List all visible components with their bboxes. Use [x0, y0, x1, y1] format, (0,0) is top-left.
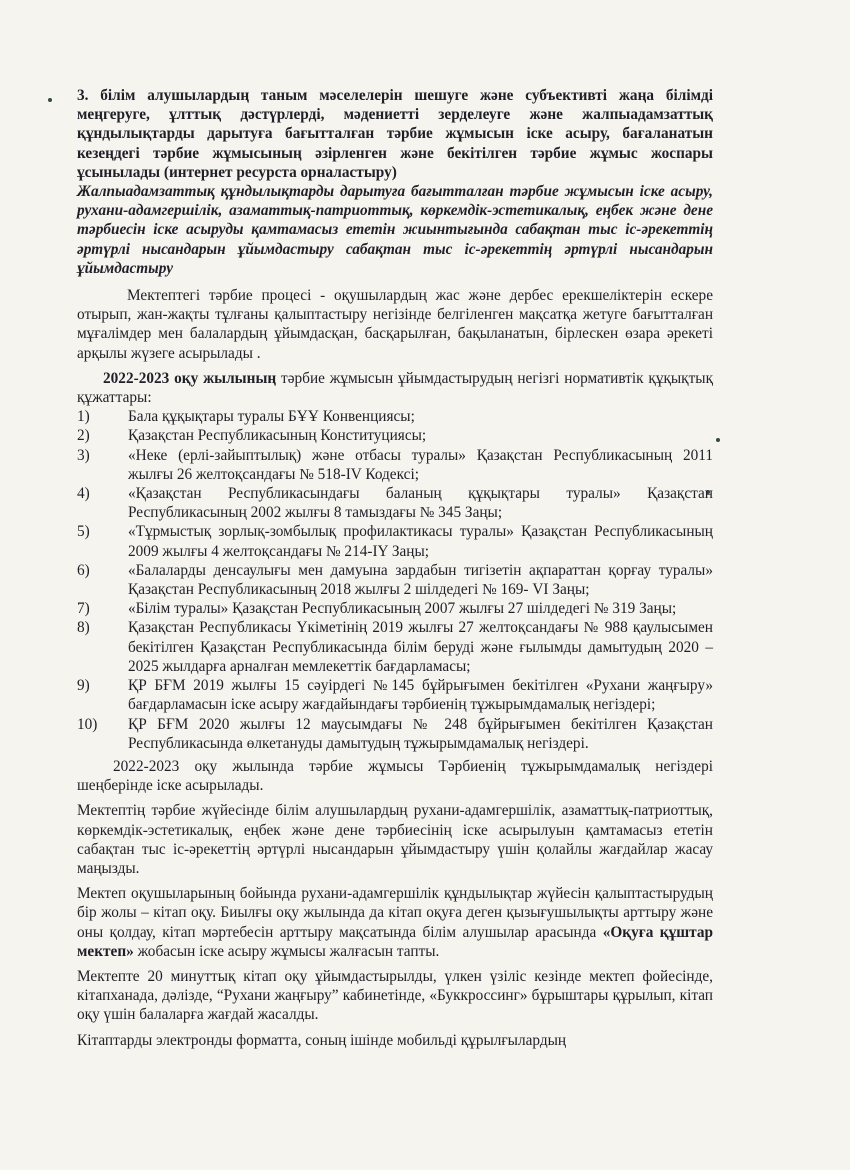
list-item-number: 4)	[77, 485, 90, 503]
section-heading: 3. білім алушылардың таным мәселелерін шешуге және субъективті жаңа білімді меңгеруге, ұлттық дәстүрлерді, мәдениетті зерделеуге және жалпыадамзаттық құндылықтарды дарытуға бағытталған тәрбие жұмысын іске асыру, бағаланатын кезеңдегі тәрбие жұмысының әзірленген және бекітілген тәрбие жұмыс жоспары ұсынылады (интернет ресурста орналастыру)	[77, 87, 713, 181]
reading-text-end: жобасын іске асыру жұмысы жалғасын тапты.	[133, 942, 440, 960]
intro-paragraph: Мектептегі тәрбие процесі - оқушылардың жас және дербес ерекшеліктерін ескере отырып, жан-жақты тұлғаны қалыптастыру негізінде белгіленген мақсатқа жетуге бағытталған мұғалімдер мен балалардың ұйымдасқан, басқарылған, бақыланатын, бірлескен өзара әрекеті арқылы жүзеге асырылады .	[77, 287, 713, 362]
documents-intro	[77, 369, 713, 407]
list-item	[77, 715, 713, 753]
list-item-number: 2)	[77, 427, 90, 445]
project-name: «Оқуға құштар мектеп»	[77, 923, 713, 960]
concept-paragraph: 2022-2023 оқу жылында тәрбие жұмысы Тәрбиенің тұжырымдамалық негіздері шеңберінде іске асырылады.	[77, 757, 713, 795]
list-item	[77, 618, 713, 676]
list-item-number: 3)	[77, 446, 90, 464]
list-item-text: «Тұрмыстық зорлық-зомбылық профилактикасы туралы» Қазақстан Республикасының 2009 жылғы 4 желтоқсандағы № 214-IY Заңы;	[128, 523, 713, 560]
year-rest: тәрбие жұмысын ұйымдастырудың негізгі нормативтік құқықтық құжаттары:	[77, 369, 714, 407]
year-bold: 2022-2023 оқу жылының	[103, 369, 277, 387]
list-item-number: 1)	[77, 408, 90, 426]
list-item	[77, 561, 713, 599]
minutes-paragraph: Мектепте 20 минуттық кітап оқу ұйымдастырылды, үлкен үзіліс кезінде мектеп фойесінде, кітапханада, дәлізде, “Рухани жаңғыру” кабинетінде, «Буккроссинг» бұрыштары құрылып, кітап оқу үшін балаларға жағдай жасалды.	[77, 967, 713, 1024]
electronic-paragraph: Кітаптарды электронды форматта, соның ішінде мобильді құрылғылардың	[77, 1031, 567, 1049]
list-item-text: «Білім туралы» Қазақстан Республикасының 2007 жылғы 27 шілдедегі № 319 Заңы;	[128, 600, 677, 618]
list-item-number: 6)	[77, 561, 90, 579]
list-item-number: 9)	[77, 677, 90, 695]
list-item-text: ҚР БҒМ 2019 жылғы 15 сәуірдегі №145 бұйрығымен бекітілген «Рухани жаңғыру» бағдарламасын іске асыру жағдайындағы тәрбиенің тұжырымдамалық негіздері;	[128, 677, 713, 714]
list-item-text: Қазақстан Республикасының Конституциясы;	[128, 427, 427, 445]
list-item-number: 10)	[77, 715, 98, 733]
list-item-text: «Неке (ерлі-зайыптылық) және отбасы туралы» Қазақстан Республикасының 2011 жылғы 26 желтоқсандағы № 518-IV Кодексі;	[128, 446, 713, 483]
list-item-text: ҚР БҒМ 2020 жылғы 12 маусымдағы № 248 бұйрығымен бекітілген Қазақстан Республикасында өлкетануды дамытудың тұжырымдамалық негіздері.	[128, 715, 713, 752]
list-item-number: 5)	[77, 523, 90, 541]
list-item-text: «Балаларды денсаулығы мен дамуына зардабын тигізетін ақпараттан қорғау туралы» Қазақстан Республикасының 2018 жылғы 2 шілдедегі № 169- VI Заңы;	[128, 561, 713, 599]
scan-speck	[716, 438, 720, 442]
list-item	[77, 426, 713, 445]
system-paragraph: Мектептің тәрбие жүйесінде білім алушылардың рухани-адамгершілік, азаматтық-патриоттық, көркемдік-эстетикалық, еңбек және дене тәрбиесінің іске асырылуын қамтамасыз ететін сабақтан тыс іс-әрекеттің әртүрлі нысандарын ұйымдастыру үшін қолайлы жағдайлар жасау маңызды.	[77, 802, 713, 877]
list-item-text: «Қазақстан Республикасындағы баланың құқықтары туралы» Қазақстан Республикасының 2002 жылғы 8 тамыздағы № 345 Заңы;	[128, 485, 713, 522]
list-item	[77, 484, 713, 522]
list-item	[77, 522, 713, 560]
list-item	[77, 446, 713, 484]
normative-documents-list	[77, 407, 713, 753]
reading-text-start: Мектеп оқушыларының бойында рухани-адамгершілік құндылықтар жүйесін қалыптастырудың бір жолы – кітап оқу. Биылғы оқу жылында да кітап оқуға деген қызығушылықты арттыру және оны қолдау, кітап мәртебесін арттыру мақсатында білім алушылар арасында	[77, 885, 713, 941]
section-subheading: Жалпыадамзаттық құндылықтарды дарытуға бағытталған тәрбие жұмысын іске асыру, рухани-адамгершілік, азаматтық-патриоттық, көркемдік-эстетикалық, еңбек және дене тәрбиесін іске асыруды қамтамасыз ететін жиынтығында сабақтан тыс іс-әрекеттің әртүрлі нысандарын ұйымдастыру сабақтан тыс іс-әрекеттің әртүрлі нысандарын ұйымдастыру	[77, 183, 713, 277]
list-item-number: 8)	[77, 619, 90, 637]
list-item-number: 7)	[77, 600, 90, 618]
list-item	[77, 407, 713, 426]
list-item	[77, 676, 713, 714]
list-item	[77, 599, 713, 618]
reading-paragraph	[77, 884, 713, 961]
document-body	[77, 86, 713, 1050]
list-item-text: Бала құқықтары туралы БҰҰ Конвенциясы;	[128, 408, 415, 426]
scan-speck	[48, 98, 52, 102]
list-item-text: Қазақстан Республикасы Үкіметінің 2019 жылғы 27 желтоқсандағы № 988 қаулысымен бекітілген Қазақстан Республикасында білім беруді және ғылымды дамытудың 2020 – 2025 жылдарға арналған мемлекеттік бағдарламасы;	[128, 619, 713, 675]
